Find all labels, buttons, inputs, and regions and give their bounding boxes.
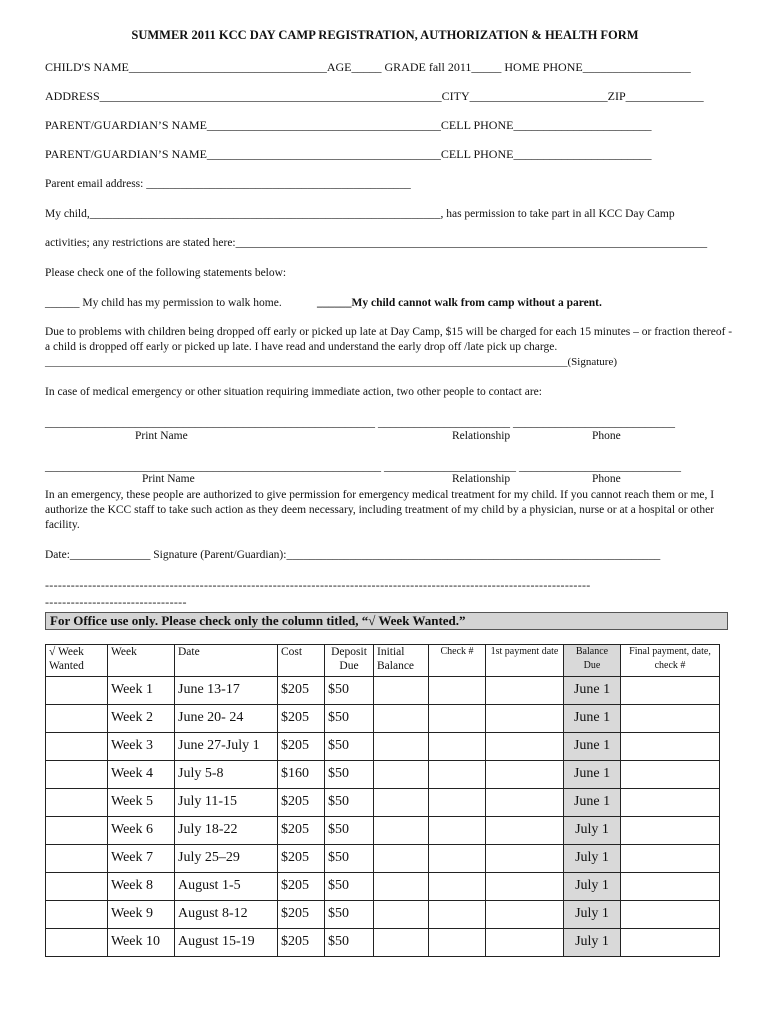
final-payment-cell[interactable] — [621, 817, 720, 845]
address-line[interactable]: ADDRESS_________________________________________________________CITY_______________________ZIP_____________ — [45, 89, 704, 103]
header-final-payment: Final payment, date, check # — [621, 645, 720, 677]
phone-label-2: Phone — [592, 473, 621, 485]
week-wanted-cell[interactable] — [46, 929, 108, 957]
deposit-cell: $50 — [325, 929, 374, 957]
table-row — [46, 733, 720, 761]
header-week: Week — [108, 645, 175, 677]
table-row — [46, 705, 720, 733]
balance-due-cell: June 1 — [564, 705, 621, 733]
check-one-instruction: Please check one of the following statements below: — [45, 267, 287, 279]
emergency-contact-1-line[interactable]: _______________________________________________________ ______________________ ___________________________ — [45, 415, 675, 429]
header-balance-due: Balance Due — [564, 645, 621, 677]
date-cell: June 20- 24 — [175, 705, 278, 733]
final-payment-cell[interactable] — [621, 705, 720, 733]
date-cell: July 11-15 — [175, 789, 278, 817]
week-wanted-cell[interactable] — [46, 677, 108, 705]
first-payment-cell[interactable] — [486, 901, 564, 929]
first-payment-cell[interactable] — [486, 705, 564, 733]
cost-cell: $205 — [278, 789, 325, 817]
date-cell: August 1-5 — [175, 873, 278, 901]
table-row — [46, 817, 720, 845]
cost-cell: $205 — [278, 845, 325, 873]
deposit-cell: $50 — [325, 677, 374, 705]
week-cell: Week 6 — [108, 817, 175, 845]
final-payment-cell[interactable] — [621, 789, 720, 817]
check-number-cell[interactable] — [429, 789, 486, 817]
cannot-walk-option[interactable]: ______My child cannot walk from camp without a parent. — [317, 297, 602, 309]
week-wanted-cell[interactable] — [46, 733, 108, 761]
balance-due-cell: June 1 — [564, 789, 621, 817]
balance-due-cell: July 1 — [564, 929, 621, 957]
cost-cell: $205 — [278, 873, 325, 901]
table-row — [46, 873, 720, 901]
initial-balance-cell[interactable] — [374, 873, 429, 901]
emergency-intro: In case of medical emergency or other situation requiring immediate action, two other people to contact are: — [45, 386, 542, 398]
emergency-contact-2-line[interactable]: ________________________________________________________ ______________________ ___________________________ — [45, 459, 681, 473]
final-payment-cell[interactable] — [621, 901, 720, 929]
first-payment-cell[interactable] — [486, 789, 564, 817]
final-payment-cell[interactable] — [621, 929, 720, 957]
check-number-cell[interactable] — [429, 845, 486, 873]
child-name-line[interactable]: CHILD'S NAME_________________________________AGE_____ GRADE fall 2011_____ HOME PHONE__________________ — [45, 60, 691, 74]
week-wanted-cell[interactable] — [46, 789, 108, 817]
initial-balance-cell[interactable] — [374, 929, 429, 957]
initial-balance-cell[interactable] — [374, 845, 429, 873]
cost-cell: $205 — [278, 733, 325, 761]
week-wanted-cell[interactable] — [46, 705, 108, 733]
deposit-cell: $50 — [325, 845, 374, 873]
date-cell: July 25–29 — [175, 845, 278, 873]
date-cell: July 18-22 — [175, 817, 278, 845]
balance-due-cell: June 1 — [564, 761, 621, 789]
deposit-cell: $50 — [325, 817, 374, 845]
week-cell: Week 1 — [108, 677, 175, 705]
week-cell: Week 2 — [108, 705, 175, 733]
balance-due-cell: July 1 — [564, 817, 621, 845]
print-name-label-2: Print Name — [142, 473, 195, 485]
table-row — [46, 677, 720, 705]
balance-due-cell: July 1 — [564, 873, 621, 901]
check-number-cell[interactable] — [429, 901, 486, 929]
week-wanted-cell[interactable] — [46, 901, 108, 929]
header-initial-balance: Initial Balance — [374, 645, 429, 677]
office-use-banner: For Office use only. Please check only the column titled, “√ Week Wanted.” — [45, 612, 728, 630]
date-cell: June 27-July 1 — [175, 733, 278, 761]
balance-due-cell: July 1 — [564, 901, 621, 929]
week-cell: Week 5 — [108, 789, 175, 817]
week-cell: Week 3 — [108, 733, 175, 761]
cost-cell: $160 — [278, 761, 325, 789]
week-cell: Week 10 — [108, 929, 175, 957]
check-number-cell[interactable] — [429, 929, 486, 957]
cost-cell: $205 — [278, 929, 325, 957]
cost-cell: $205 — [278, 677, 325, 705]
week-cell: Week 7 — [108, 845, 175, 873]
check-number-cell[interactable] — [429, 761, 486, 789]
cost-cell: $205 — [278, 901, 325, 929]
initial-balance-cell[interactable] — [374, 817, 429, 845]
initial-balance-cell[interactable] — [374, 901, 429, 929]
form-title: SUMMER 2011 KCC DAY CAMP REGISTRATION, AUTHORIZATION & HEALTH FORM — [131, 28, 639, 42]
first-payment-cell[interactable] — [486, 761, 564, 789]
week-cell: Week 4 — [108, 761, 175, 789]
cut-divider-continued: --------------------------------- — [45, 595, 187, 609]
final-payment-cell[interactable] — [621, 761, 720, 789]
check-number-cell[interactable] — [429, 817, 486, 845]
week-wanted-cell[interactable] — [46, 761, 108, 789]
balance-due-cell: July 1 — [564, 845, 621, 873]
initial-balance-cell[interactable] — [374, 789, 429, 817]
date-cell: July 5-8 — [175, 761, 278, 789]
cost-cell: $205 — [278, 817, 325, 845]
final-payment-cell[interactable] — [621, 845, 720, 873]
check-number-cell[interactable] — [429, 705, 486, 733]
check-number-cell[interactable] — [429, 677, 486, 705]
restrictions-line[interactable]: activities; any restrictions are stated here:__________________________________________________________________________________ — [45, 237, 708, 249]
first-payment-cell[interactable] — [486, 733, 564, 761]
deposit-cell: $50 — [325, 705, 374, 733]
walk-home-option[interactable]: ______ My child has my permission to walk home. — [45, 297, 282, 309]
first-payment-cell[interactable] — [486, 817, 564, 845]
balance-due-cell: June 1 — [564, 733, 621, 761]
final-payment-cell[interactable] — [621, 677, 720, 705]
table-row — [46, 789, 720, 817]
cost-cell: $205 — [278, 705, 325, 733]
parent1-line[interactable]: PARENT/GUARDIAN’S NAME_______________________________________CELL PHONE_______________________ — [45, 118, 652, 132]
deposit-cell: $50 — [325, 901, 374, 929]
permission-line[interactable]: My child,_____________________________________________________________, has permission to take part in all KCC Day Camp — [45, 208, 675, 220]
week-wanted-cell[interactable] — [46, 845, 108, 873]
relationship-label-1: Relationship — [452, 430, 511, 442]
week-cell: Week 9 — [108, 901, 175, 929]
week-cell: Week 8 — [108, 873, 175, 901]
header-date: Date — [175, 645, 278, 677]
check-number-cell[interactable] — [429, 733, 486, 761]
first-payment-cell[interactable] — [486, 873, 564, 901]
date-cell: June 13-17 — [175, 677, 278, 705]
first-payment-cell[interactable] — [486, 677, 564, 705]
late-policy-text: Due to problems with children being dropped off early or picked up late at Day Camp, $15 will be charged for each 15 minutes – or fraction thereof - a child is dropped off early or picked up late. I have read and understand the early drop off /late pick up charge. — [45, 326, 733, 353]
authorization-text: In an emergency, these people are authorized to give permission for emergency medical treatment for my child. If you cannot reach them or me, I authorize the KCC staff to take such action as they deem necessary, including treatment of my child by a physician, nurse or at a hospital or other facility. — [45, 489, 715, 531]
parent2-line[interactable]: PARENT/GUARDIAN’S NAME_______________________________________CELL PHONE_______________________ — [45, 147, 652, 161]
date-signature-line[interactable]: Date:______________ Signature (Parent/Guardian):_________________________________________________________________ — [45, 549, 661, 561]
check-number-cell[interactable] — [429, 873, 486, 901]
final-payment-cell[interactable] — [621, 873, 720, 901]
initial-balance-cell[interactable] — [374, 761, 429, 789]
relationship-label-2: Relationship — [452, 473, 511, 485]
deposit-cell: $50 — [325, 733, 374, 761]
week-wanted-cell[interactable] — [46, 873, 108, 901]
date-cell: August 8-12 — [175, 901, 278, 929]
header-cost: Cost — [278, 645, 325, 677]
email-line[interactable]: Parent email address: ______________________________________________ — [45, 178, 411, 190]
week-schedule-table — [45, 644, 720, 957]
initial-balance-cell[interactable] — [374, 705, 429, 733]
late-policy-signature-line[interactable]: _______________________________________________________________________________________________(Signature) — [45, 356, 617, 368]
deposit-cell: $50 — [325, 789, 374, 817]
table-header-row — [46, 645, 720, 677]
header-first-payment-date: 1st payment date — [486, 645, 564, 677]
table-row — [46, 845, 720, 873]
cut-divider: ------------------------------------------------------------------------------------------------------------------------------- — [45, 578, 591, 592]
header-check-number: Check # — [429, 645, 486, 677]
header-week-wanted: √ Week Wanted — [46, 645, 108, 677]
initial-balance-cell[interactable] — [374, 733, 429, 761]
first-payment-cell[interactable] — [486, 845, 564, 873]
header-deposit-due: Deposit Due — [325, 645, 374, 677]
final-payment-cell[interactable] — [621, 733, 720, 761]
print-name-label-1: Print Name — [135, 430, 188, 442]
balance-due-cell: June 1 — [564, 677, 621, 705]
first-payment-cell[interactable] — [486, 929, 564, 957]
deposit-cell: $50 — [325, 873, 374, 901]
deposit-cell: $50 — [325, 761, 374, 789]
table-row — [46, 761, 720, 789]
table-row — [46, 929, 720, 957]
initial-balance-cell[interactable] — [374, 677, 429, 705]
table-row — [46, 901, 720, 929]
phone-label-1: Phone — [592, 430, 621, 442]
date-cell: August 15-19 — [175, 929, 278, 957]
week-wanted-cell[interactable] — [46, 817, 108, 845]
